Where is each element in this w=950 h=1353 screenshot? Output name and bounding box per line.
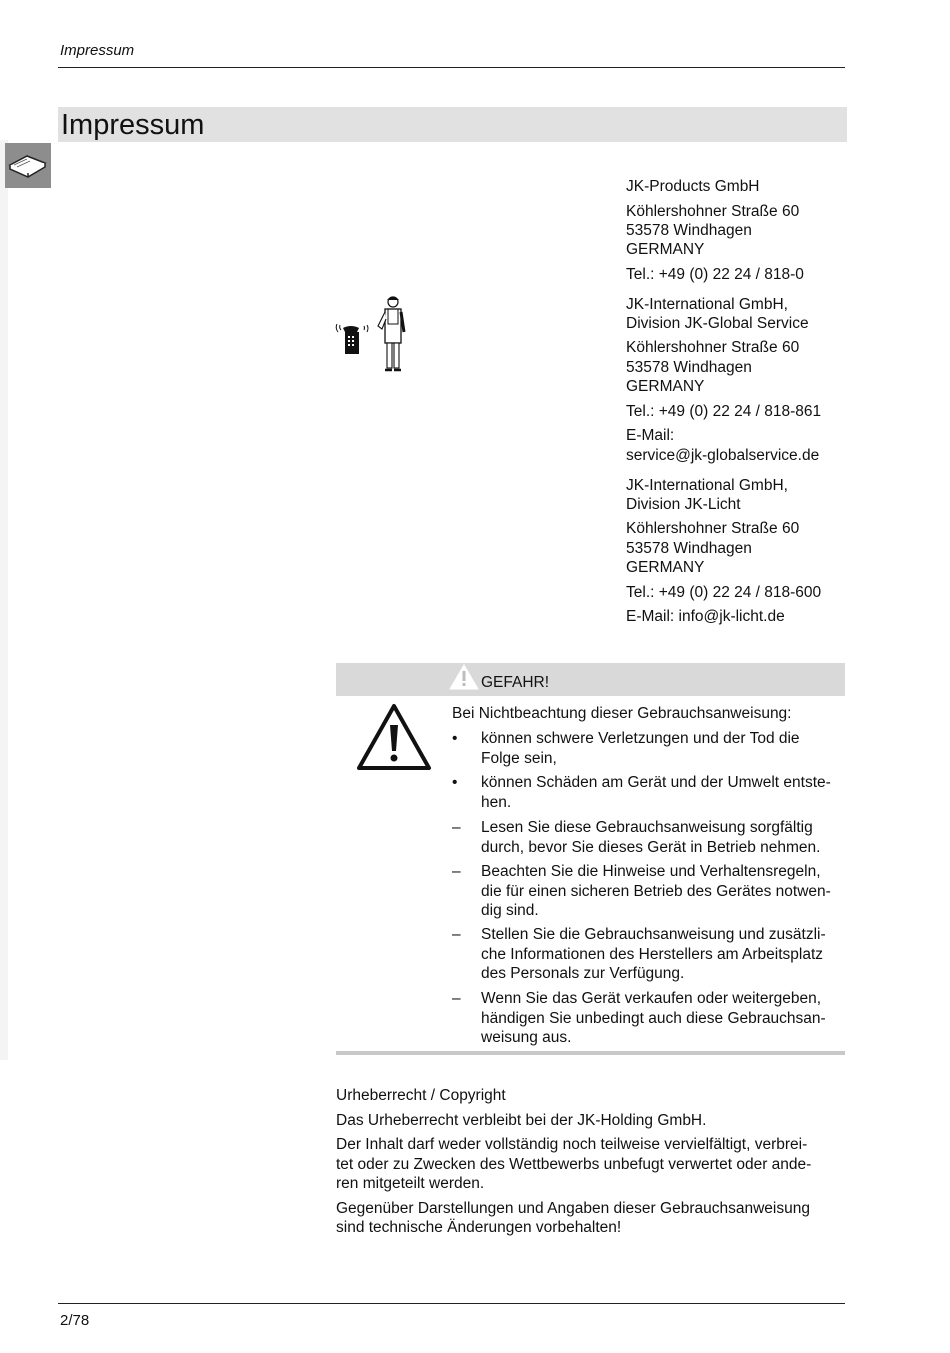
item-line: die für einen sicheren Betrieb des Gerätes notwen-: [481, 882, 831, 900]
item-line: hen.: [481, 793, 512, 811]
danger-item: [452, 818, 847, 857]
service-country: GERMANY: [626, 378, 705, 395]
service-street: Köhlershohner Straße 60: [626, 339, 800, 356]
item-line: Stellen Sie die Gebrauchsanweisung und zusätzli-: [481, 926, 826, 943]
footer-rule: [58, 1303, 845, 1304]
copyright-heading: Urheberrecht / Copyright: [336, 1087, 506, 1104]
consumables-name-2: Division JK-Licht: [626, 496, 741, 513]
copyright-paragraph-2-line: tet oder zu Zwecken des Wettbewerbs unbefugt verwertet oder ande-: [336, 1156, 812, 1173]
manufacturer-city: 53578 Windhagen: [626, 222, 752, 239]
copyright-paragraph-2-line: Der Inhalt darf weder vollständig noch teilweise vervielfältigt, verbrei-: [336, 1136, 808, 1153]
item-line: Beachten Sie die Hinweise und Verhaltensregeln,: [481, 863, 821, 880]
consumables-email[interactable]: E-Mail: info@jk-licht.de: [626, 608, 785, 625]
header-rule: [58, 67, 845, 68]
item-line: dig sind.: [481, 902, 539, 919]
danger-bottom-rule: [336, 1051, 845, 1055]
danger-intro: Bei Nichtbeachtung dieser Gebrauchsanweisung:: [452, 705, 792, 722]
service-technician-icon: [333, 292, 413, 374]
service-name-1: JK-International GmbH,: [626, 296, 788, 313]
list-marker: •: [452, 730, 458, 747]
running-header: Impressum: [60, 42, 135, 59]
list-marker: –: [452, 990, 461, 1007]
list-marker: –: [452, 926, 461, 943]
consumables-city: 53578 Windhagen: [626, 540, 752, 557]
service-email-label: E-Mail:: [626, 427, 675, 444]
service-city: 53578 Windhagen: [626, 359, 752, 376]
manual-book-icon: [5, 143, 51, 188]
danger-item: [452, 773, 847, 812]
item-line: durch, bevor Sie dieses Gerät in Betrieb nehmen.: [481, 838, 821, 856]
consumables-tel: Tel.: +49 (0) 22 24 / 818-600: [626, 584, 822, 601]
copyright-paragraph-2-line: ren mitgeteilt werden.: [336, 1175, 485, 1192]
item-line: des Personals zur Verfügung.: [481, 965, 685, 982]
copyright-paragraph-3-line: sind technische Änderungen vorbehalten!: [336, 1219, 622, 1236]
item-line: che Informationen des Herstellers am Arbeitsplatz: [481, 945, 824, 963]
list-marker: –: [452, 863, 461, 880]
item-line: können schwere Verletzungen und der Tod die: [481, 730, 800, 747]
service-tel: Tel.: +49 (0) 22 24 / 818-861: [626, 403, 822, 420]
page-title: Impressum: [61, 109, 205, 141]
danger-item: [452, 729, 847, 768]
item-line: können Schäden am Gerät und der Umwelt entste-: [481, 774, 831, 791]
item-line: Folge sein,: [481, 749, 557, 767]
copyright-paragraph-1: Das Urheberrecht verbleibt bei der JK-Holding GmbH.: [336, 1112, 707, 1129]
danger-item: [452, 862, 847, 921]
item-line: händigen Sie unbedingt auch diese Gebrauchsan-: [481, 1009, 826, 1027]
title-bar: [58, 107, 847, 142]
consumables-name-1: JK-International GmbH,: [626, 477, 788, 494]
danger-triangle-icon: [356, 703, 432, 771]
page-number: 2/78: [60, 1312, 90, 1329]
manufacturer-street: Köhlershohner Straße 60: [626, 203, 800, 220]
service-email[interactable]: service@jk-globalservice.de: [626, 447, 820, 464]
service-name-2: Division JK-Global Service: [626, 315, 809, 332]
danger-item: [452, 925, 847, 984]
list-marker: •: [452, 774, 458, 791]
manufacturer-name: JK-Products GmbH: [626, 178, 760, 195]
danger-title: GEFAHR!: [481, 674, 550, 691]
list-marker: –: [452, 819, 461, 836]
consumables-country: GERMANY: [626, 559, 705, 576]
warning-triangle-icon: [449, 664, 479, 690]
danger-header-bar: [336, 663, 845, 696]
consumables-street: Köhlershohner Straße 60: [626, 520, 800, 537]
item-line: Lesen Sie diese Gebrauchsanweisung sorgfältig: [481, 819, 813, 836]
margin-strip: [0, 140, 8, 1060]
item-line: weisung aus.: [481, 1029, 572, 1046]
manufacturer-tel: Tel.: +49 (0) 22 24 / 818-0: [626, 266, 804, 283]
item-line: Wenn Sie das Gerät verkaufen oder weitergeben,: [481, 990, 822, 1007]
copyright-paragraph-3-line: Gegenüber Darstellungen und Angaben dieser Gebrauchsanweisung: [336, 1200, 810, 1217]
manufacturer-country: GERMANY: [626, 241, 705, 258]
danger-item: [452, 989, 847, 1048]
